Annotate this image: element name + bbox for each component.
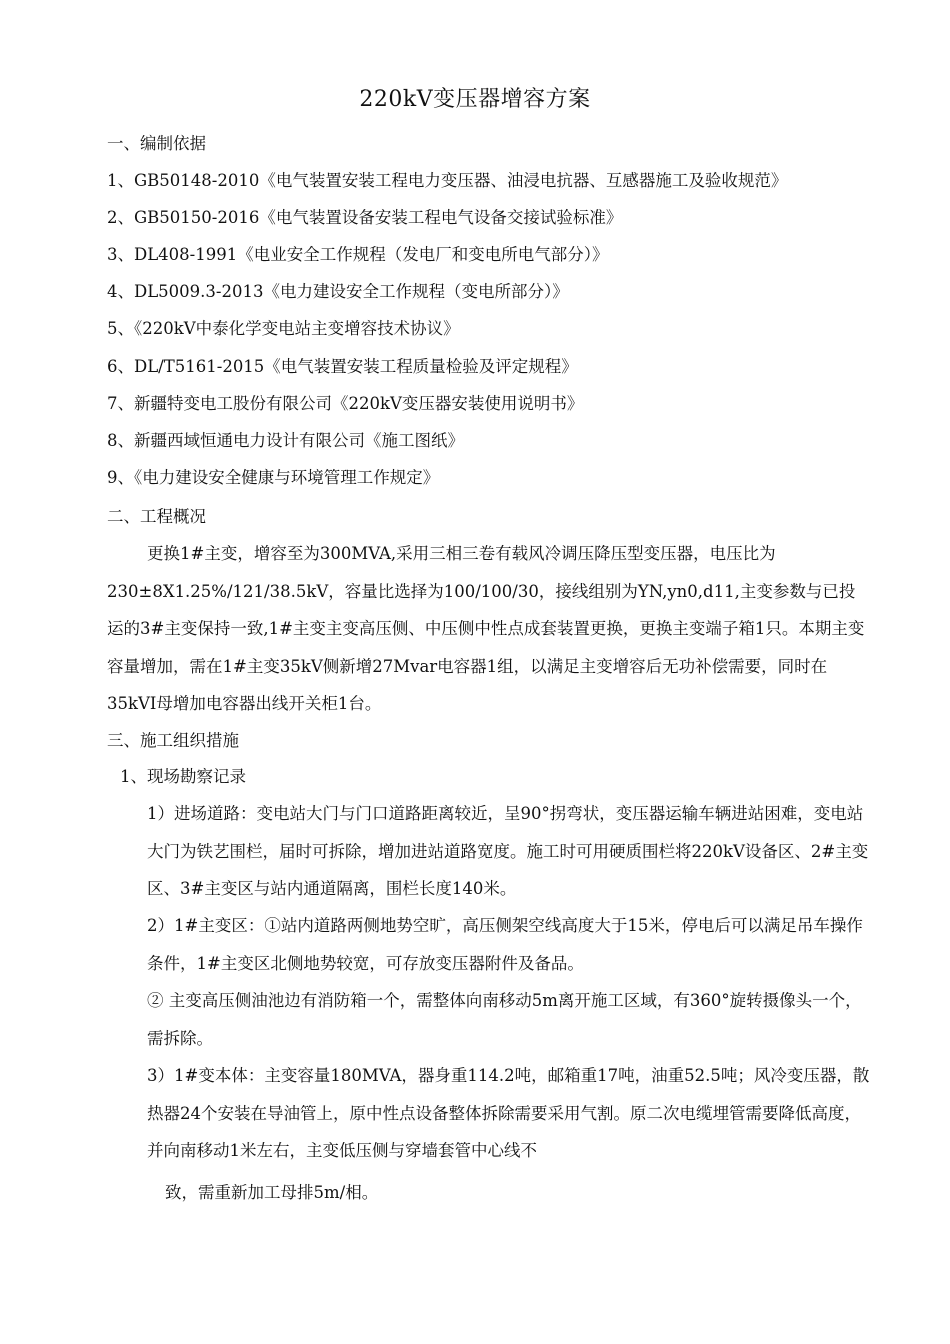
survey-paragraph-road: 1）进场道路：变电站大门与门口道路距离较近，呈90°拐弯状，变压器运输车辆进站困难，变电站大门为铁艺围栏，届时可拆除，增加进站道路宽度。施工时可用硬质围栏将220kV设备区、2#主变区、3#主变区与站内通道隔离，围栏长度140米。 xyxy=(147,804,869,898)
subsection-heading-survey: 1、现场勘察记录 xyxy=(120,767,246,786)
section-heading-overview: 二、工程概况 xyxy=(107,507,206,526)
basis-item-5: 5、《220kV中泰化学变电站主变增容技术协议》 xyxy=(107,319,460,338)
document-title: 220kV变压器增容方案 xyxy=(359,87,591,112)
basis-item-2: 2、GB50150-2016《电气装置设备安装工程电气设备交接试验标准》 xyxy=(107,208,623,227)
basis-item-4: 4、DL5009.3-2013《电力建设安全工作规程（变电所部分）》 xyxy=(107,282,569,301)
overview-paragraph: 更换1#主变，增容至为300MVA,采用三相三卷有载风冷调压降压型变压器，电压比为230±8X1.25%/121/38.5kV，容量比选择为100/100/30，接线组别为YN,yn0,d11,主变参数与已投运的3#主变保持一致,1#主变主变高压侧、中压侧中性点成套装置更换，更换主变端子箱1只。本期主变容量增加，需在1#主变35kV侧新增27Mvar电容器1组，以满足主变增容后无功补偿需要，同时在35kVI母增加电容器出线开关柜1台。 xyxy=(107,544,865,713)
basis-item-3: 3、DL408-1991《电业安全工作规程（发电厂和变电所电气部分）》 xyxy=(107,245,609,264)
basis-item-7: 7、新疆特变电工股份有限公司《220kV变压器安装使用说明书》 xyxy=(107,394,584,413)
section-heading-organization: 三、施工组织措施 xyxy=(107,731,239,750)
survey-paragraph-continuation: 致，需重新加工母排5m/相。 xyxy=(165,1183,379,1202)
basis-item-9: 9、《电力建设安全健康与环境管理工作规定》 xyxy=(107,468,440,487)
section-heading-basis: 一、编制依据 xyxy=(107,134,206,153)
basis-item-6: 6、DL/T5161-2015《电气装置安装工程质量检验及评定规程》 xyxy=(107,357,578,376)
survey-paragraph-transformer-area: 2）1#主变区：①站内道路两侧地势空旷，高压侧架空线高度大于15米，停电后可以满足吊车操作条件，1#主变区北侧地势较宽，可存放变压器附件及备品。 xyxy=(147,916,863,973)
survey-paragraph-transformer-body: 3）1#变本体：主变容量180MVA，器身重114.2吨，邮箱重17吨，油重52.5吨；风冷变压器，散热器24个安装在导油管上，原中性点设备整体拆除需要采用气割。原二次电缆埋管需要降低高度，并向南移动1米左右，主变低压侧与穿墙套管中心线不 xyxy=(147,1066,870,1160)
basis-item-8: 8、新疆西域恒通电力设计有限公司《施工图纸》 xyxy=(107,431,464,450)
basis-item-1: 1、GB50148-2010《电气装置安装工程电力变压器、油浸电抗器、互感器施工及验收规范》 xyxy=(107,171,788,190)
survey-paragraph-fire-box: ② 主变高压侧油池边有消防箱一个，需整体向南移动5m离开施工区域，有360°旋转摄像头一个，需拆除。 xyxy=(147,991,862,1048)
